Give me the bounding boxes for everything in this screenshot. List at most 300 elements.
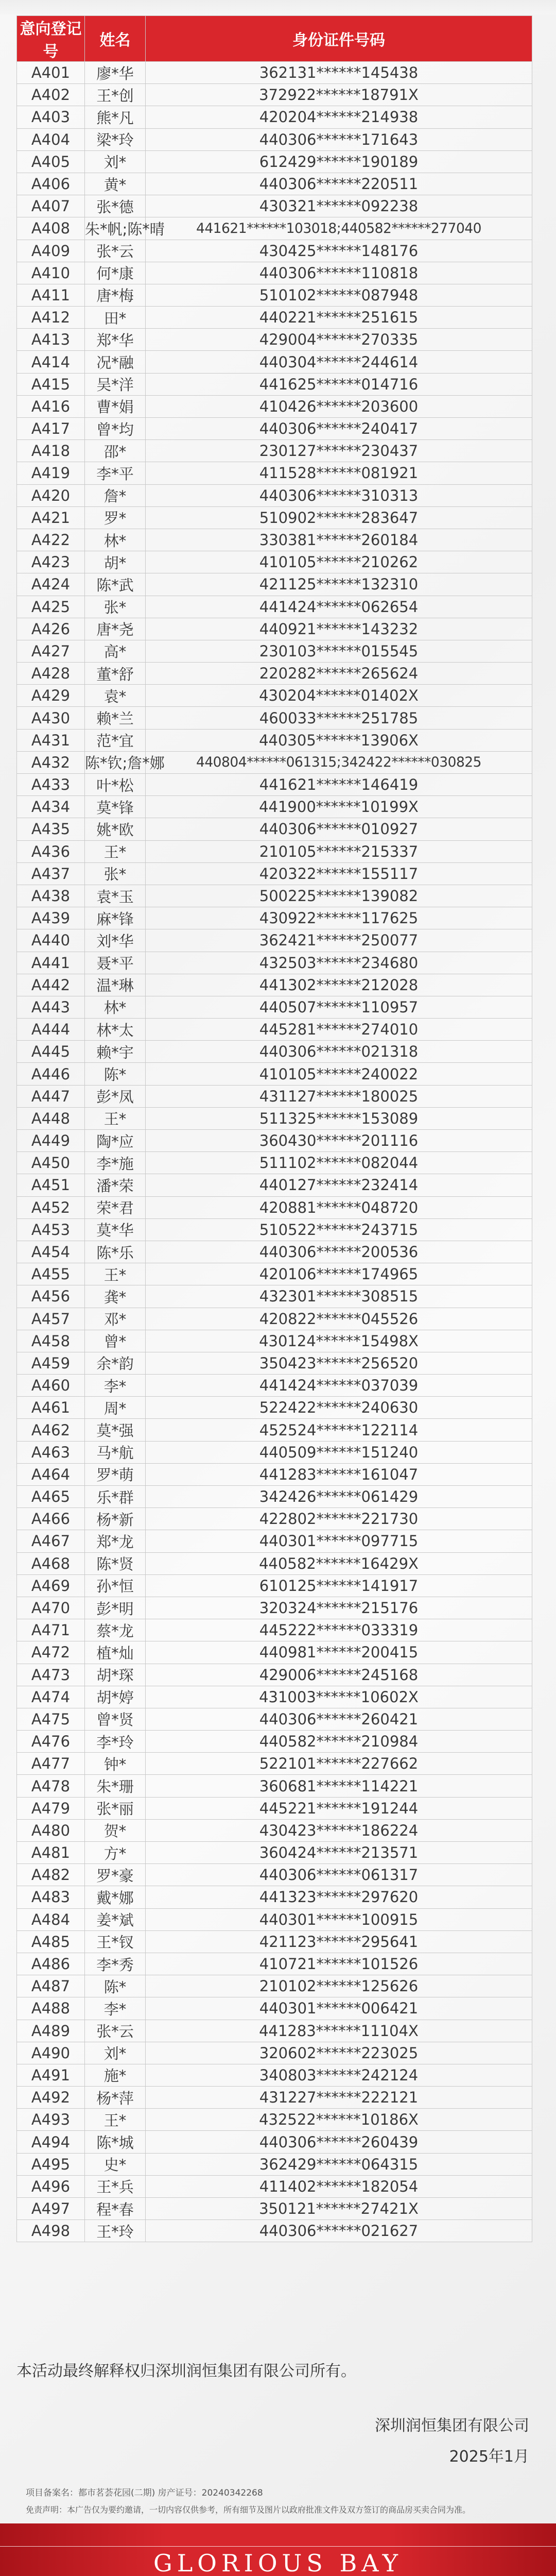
table-row xyxy=(17,506,532,529)
registration-no-cell: A476 xyxy=(17,1731,85,1753)
registration-no-cell: A464 xyxy=(17,1463,85,1485)
id-number-cell: 440306******240417 xyxy=(146,418,532,440)
registration-no-cell: A455 xyxy=(17,1263,85,1285)
id-number-cell: 440306******200536 xyxy=(146,1241,532,1263)
name-cell: 乐*群 xyxy=(85,1486,146,1508)
name-cell: 王* xyxy=(85,2109,146,2131)
registration-no-cell: A440 xyxy=(17,929,85,952)
name-cell: 范*宜 xyxy=(85,729,146,751)
name-cell: 李* xyxy=(85,1375,146,1397)
table-row xyxy=(17,618,532,640)
table-row xyxy=(17,373,532,395)
table-row xyxy=(17,1708,532,1730)
table-row xyxy=(17,62,532,84)
id-number-cell: 612429******190189 xyxy=(146,150,532,173)
table-row xyxy=(17,1441,532,1463)
table-row xyxy=(17,284,532,306)
table-row xyxy=(17,2087,532,2109)
table-row xyxy=(17,1886,532,1908)
table-row xyxy=(17,1285,532,1308)
registration-no-cell: A433 xyxy=(17,774,85,796)
name-cell: 植*灿 xyxy=(85,1641,146,1664)
table-row xyxy=(17,907,532,929)
id-number-cell: 522422******240630 xyxy=(146,1397,532,1419)
name-cell: 程*春 xyxy=(85,2198,146,2220)
table-row xyxy=(17,1842,532,1864)
id-number-cell: 421125******132310 xyxy=(146,573,532,596)
table-row xyxy=(17,173,532,195)
registration-no-cell: A489 xyxy=(17,2020,85,2042)
table-row xyxy=(17,1619,532,1641)
id-number-cell: 210105******215337 xyxy=(146,840,532,862)
name-cell: 贺* xyxy=(85,1819,146,1841)
registration-no-cell: A479 xyxy=(17,1797,85,1819)
id-number-cell: 510102******087948 xyxy=(146,284,532,306)
id-number-cell: 430204******01402X xyxy=(146,685,532,707)
id-number-cell: 350121******27421X xyxy=(146,2198,532,2220)
registration-no-cell: A498 xyxy=(17,2220,85,2242)
registration-no-cell: A486 xyxy=(17,1953,85,1975)
table-row xyxy=(17,1130,532,1152)
registration-no-cell: A404 xyxy=(17,128,85,150)
id-number-cell: 431003******10602X xyxy=(146,1686,532,1708)
table-row xyxy=(17,1241,532,1263)
table-row xyxy=(17,974,532,996)
table-row xyxy=(17,150,532,173)
name-cell: 梁*玲 xyxy=(85,128,146,150)
table-row xyxy=(17,1263,532,1285)
table-row xyxy=(17,240,532,262)
name-cell: 王*玲 xyxy=(85,2220,146,2242)
table-row xyxy=(17,2020,532,2042)
id-number-cell: 440306******010927 xyxy=(146,818,532,840)
table-row xyxy=(17,440,532,462)
table-row xyxy=(17,1107,532,1129)
id-number-cell: 432503******234680 xyxy=(146,952,532,974)
table-row xyxy=(17,462,532,484)
id-number-cell: 522101******227662 xyxy=(146,1753,532,1775)
registration-no-cell: A451 xyxy=(17,1174,85,1196)
name-cell: 陈* xyxy=(85,1975,146,1997)
table-row xyxy=(17,2198,532,2220)
registration-no-cell: A474 xyxy=(17,1686,85,1708)
registration-no-cell: A414 xyxy=(17,351,85,373)
id-number-cell: 441283******161047 xyxy=(146,1463,532,1485)
registration-no-cell: A430 xyxy=(17,707,85,729)
table-row xyxy=(17,640,532,662)
registration-no-cell: A446 xyxy=(17,1063,85,1085)
publish-date: 2025年1月 xyxy=(449,2448,529,2466)
table-row xyxy=(17,329,532,351)
table-row xyxy=(17,1397,532,1419)
name-cell: 陈* xyxy=(85,1063,146,1085)
registration-no-cell: A436 xyxy=(17,840,85,862)
registration-no-cell: A410 xyxy=(17,262,85,284)
name-cell: 曾*均 xyxy=(85,418,146,440)
name-cell: 唐*尧 xyxy=(85,618,146,640)
name-cell: 周* xyxy=(85,1397,146,1419)
registration-no-cell: A419 xyxy=(17,462,85,484)
table-row xyxy=(17,1597,532,1619)
id-number-cell: 440306******220511 xyxy=(146,173,532,195)
registration-no-cell: A467 xyxy=(17,1530,85,1552)
table-row xyxy=(17,2042,532,2064)
registration-no-cell: A424 xyxy=(17,573,85,596)
id-number-cell: 430922******117625 xyxy=(146,907,532,929)
registration-no-cell: A453 xyxy=(17,1218,85,1241)
registration-no-cell: A449 xyxy=(17,1130,85,1152)
id-number-cell: 410426******203600 xyxy=(146,395,532,417)
id-number-cell: 220282******265624 xyxy=(146,663,532,685)
registration-no-cell: A447 xyxy=(17,1085,85,1107)
fine-print-disclaimer: 免责声明：本广告仅为要约邀请，一切内容仅供参考，所有细节及图片以政府批准文件及双方签订的商品房买卖合同为准。 xyxy=(26,2505,471,2515)
table-row xyxy=(17,862,532,885)
id-number-cell: 441621******103018;440582******277040 xyxy=(146,217,532,240)
id-number-cell: 422802******221730 xyxy=(146,1508,532,1530)
registration-no-cell: A473 xyxy=(17,1664,85,1686)
name-cell: 潘*荣 xyxy=(85,1174,146,1196)
id-number-cell: 441424******062654 xyxy=(146,596,532,618)
id-number-cell: 440301******097715 xyxy=(146,1530,532,1552)
name-cell: 莫*锋 xyxy=(85,796,146,818)
id-number-cell: 610125******141917 xyxy=(146,1574,532,1597)
table-row xyxy=(17,1063,532,1085)
name-cell: 胡* xyxy=(85,551,146,573)
registration-no-cell: A443 xyxy=(17,996,85,1018)
registration-no-cell: A418 xyxy=(17,440,85,462)
name-cell: 方* xyxy=(85,1842,146,1864)
name-cell: 杨*萍 xyxy=(85,2087,146,2109)
registration-no-cell: A428 xyxy=(17,663,85,685)
id-number-cell: 440306******310313 xyxy=(146,484,532,506)
table-row xyxy=(17,1530,532,1552)
name-cell: 罗*萌 xyxy=(85,1463,146,1485)
table-row xyxy=(17,1552,532,1574)
table-row xyxy=(17,996,532,1018)
table-row xyxy=(17,1975,532,1997)
id-number-cell: 441424******037039 xyxy=(146,1375,532,1397)
name-cell: 余*韵 xyxy=(85,1352,146,1374)
registration-no-cell: A429 xyxy=(17,685,85,707)
name-cell: 陈*武 xyxy=(85,573,146,596)
id-number-cell: 320602******223025 xyxy=(146,2042,532,2064)
name-cell: 赖*宇 xyxy=(85,1041,146,1063)
id-number-cell: 440221******251615 xyxy=(146,307,532,329)
table-row xyxy=(17,2153,532,2175)
id-number-cell: 320324******215176 xyxy=(146,1597,532,1619)
registration-no-cell: A468 xyxy=(17,1552,85,1574)
registration-no-cell: A435 xyxy=(17,818,85,840)
registration-no-cell: A461 xyxy=(17,1397,85,1419)
id-number-cell: 420106******174965 xyxy=(146,1263,532,1285)
id-number-cell: 440921******143232 xyxy=(146,618,532,640)
id-number-cell: 441323******297620 xyxy=(146,1886,532,1908)
name-cell: 张*丽 xyxy=(85,1797,146,1819)
name-cell: 赖*兰 xyxy=(85,707,146,729)
id-number-cell: 440127******232414 xyxy=(146,1174,532,1196)
table-row xyxy=(17,1819,532,1841)
name-cell: 陶*应 xyxy=(85,1130,146,1152)
registration-no-cell: A437 xyxy=(17,862,85,885)
footer-divider-top xyxy=(0,2546,556,2547)
registration-no-cell: A450 xyxy=(17,1152,85,1174)
name-cell: 彭*明 xyxy=(85,1597,146,1619)
name-cell: 蔡*龙 xyxy=(85,1619,146,1641)
table-row xyxy=(17,395,532,417)
registration-no-cell: A413 xyxy=(17,329,85,351)
table-row xyxy=(17,1686,532,1708)
name-cell: 刘* xyxy=(85,150,146,173)
table-row xyxy=(17,551,532,573)
registration-no-cell: A485 xyxy=(17,1930,85,1953)
name-cell: 王* xyxy=(85,840,146,862)
name-cell: 陈*钦;詹*娜 xyxy=(85,751,146,773)
id-number-cell: 420881******048720 xyxy=(146,1196,532,1218)
table-row xyxy=(17,685,532,707)
table-row xyxy=(17,663,532,685)
project-info: 项目备案名：都市茗荟花园(二期) 房产证号：20240342268 xyxy=(26,2488,263,2498)
name-cell: 王*创 xyxy=(85,84,146,106)
name-cell: 何*康 xyxy=(85,262,146,284)
id-number-cell: 440981******200415 xyxy=(146,1641,532,1664)
registration-no-cell: A458 xyxy=(17,1330,85,1352)
id-number-cell: 440301******006421 xyxy=(146,1997,532,2020)
id-number-cell: 420204******214938 xyxy=(146,106,532,128)
registration-no-cell: A475 xyxy=(17,1708,85,1730)
name-cell: 林* xyxy=(85,529,146,551)
table-body xyxy=(17,62,532,2242)
disclaimer-note: 本活动最终解释权归深圳润恒集团有限公司所有。 xyxy=(16,2362,356,2380)
name-cell: 林*太 xyxy=(85,1019,146,1041)
table-row xyxy=(17,106,532,128)
table-row xyxy=(17,1019,532,1041)
id-number-cell: 362421******250077 xyxy=(146,929,532,952)
table-row xyxy=(17,2109,532,2131)
name-cell: 张* xyxy=(85,596,146,618)
name-cell: 叶*松 xyxy=(85,774,146,796)
id-number-cell: 440304******244614 xyxy=(146,351,532,373)
table-row xyxy=(17,1085,532,1107)
name-cell: 董*舒 xyxy=(85,663,146,685)
id-number-cell: 430423******186224 xyxy=(146,1819,532,1841)
id-number-cell: 360681******114221 xyxy=(146,1775,532,1797)
table-row xyxy=(17,1775,532,1797)
registration-table xyxy=(16,15,532,2242)
table-row xyxy=(17,195,532,217)
registration-no-cell: A494 xyxy=(17,2131,85,2153)
company-name: 深圳润恒集团有限公司 xyxy=(375,2417,529,2435)
id-number-cell: 440306******110818 xyxy=(146,262,532,284)
name-cell: 荣*君 xyxy=(85,1196,146,1218)
registration-no-cell: A484 xyxy=(17,1908,85,1930)
name-cell: 张*云 xyxy=(85,240,146,262)
id-number-cell: 500225******139082 xyxy=(146,885,532,907)
table-row xyxy=(17,1574,532,1597)
registration-no-cell: A459 xyxy=(17,1352,85,1374)
id-number-cell: 342426******061429 xyxy=(146,1486,532,1508)
registration-no-cell: A406 xyxy=(17,173,85,195)
name-cell: 史* xyxy=(85,2153,146,2175)
table-row xyxy=(17,529,532,551)
name-cell: 刘* xyxy=(85,2042,146,2064)
id-number-cell: 410105******240022 xyxy=(146,1063,532,1085)
name-cell: 张*云 xyxy=(85,2020,146,2042)
id-number-cell: 430321******092238 xyxy=(146,195,532,217)
id-number-cell: 350423******256520 xyxy=(146,1352,532,1374)
name-cell: 戴*娜 xyxy=(85,1886,146,1908)
id-number-cell: 360424******213571 xyxy=(146,1842,532,1864)
registration-no-cell: A434 xyxy=(17,796,85,818)
registration-no-cell: A444 xyxy=(17,1019,85,1041)
name-cell: 况*融 xyxy=(85,351,146,373)
name-cell: 彭*凤 xyxy=(85,1085,146,1107)
registration-no-cell: A409 xyxy=(17,240,85,262)
name-cell: 詹* xyxy=(85,484,146,506)
table-row xyxy=(17,1152,532,1174)
id-number-cell: 440507******110957 xyxy=(146,996,532,1018)
id-number-cell: 440305******13906X xyxy=(146,729,532,751)
registration-no-cell: A465 xyxy=(17,1486,85,1508)
id-number-cell: 440804******061315;342422******030825 xyxy=(146,751,532,773)
name-cell: 朱*珊 xyxy=(85,1775,146,1797)
name-cell: 王* xyxy=(85,1107,146,1129)
name-cell: 吴*洋 xyxy=(85,373,146,395)
registration-no-cell: A454 xyxy=(17,1241,85,1263)
table-row xyxy=(17,818,532,840)
id-number-cell: 440582******16429X xyxy=(146,1552,532,1574)
name-cell: 熊*凡 xyxy=(85,106,146,128)
name-cell: 袁* xyxy=(85,685,146,707)
table-row xyxy=(17,1218,532,1241)
table-row xyxy=(17,1753,532,1775)
registration-table-wrapper xyxy=(16,15,532,2242)
name-cell: 陈*贤 xyxy=(85,1552,146,1574)
table-row xyxy=(17,573,532,596)
id-number-cell: 410105******210262 xyxy=(146,551,532,573)
table-row xyxy=(17,1330,532,1352)
registration-no-cell: A471 xyxy=(17,1619,85,1641)
header-registration-no: 意向登记号 xyxy=(17,16,85,62)
id-number-cell: 210102******125626 xyxy=(146,1975,532,1997)
registration-no-cell: A431 xyxy=(17,729,85,751)
registration-no-cell: A480 xyxy=(17,1819,85,1841)
id-number-cell: 362131******145438 xyxy=(146,62,532,84)
id-number-cell: 420822******045526 xyxy=(146,1308,532,1330)
name-cell: 姚*欧 xyxy=(85,818,146,840)
table-row xyxy=(17,774,532,796)
registration-no-cell: A457 xyxy=(17,1308,85,1330)
id-number-cell: 445221******191244 xyxy=(146,1797,532,1819)
id-number-cell: 230127******230437 xyxy=(146,440,532,462)
registration-no-cell: A487 xyxy=(17,1975,85,1997)
name-cell: 陈*乐 xyxy=(85,1241,146,1263)
id-number-cell: 441302******212028 xyxy=(146,974,532,996)
registration-no-cell: A411 xyxy=(17,284,85,306)
name-cell: 邵* xyxy=(85,440,146,462)
registration-no-cell: A405 xyxy=(17,150,85,173)
registration-no-cell: A417 xyxy=(17,418,85,440)
registration-no-cell: A425 xyxy=(17,596,85,618)
id-number-cell: 440509******151240 xyxy=(146,1441,532,1463)
name-cell: 唐*梅 xyxy=(85,284,146,306)
id-number-cell: 440306******061317 xyxy=(146,1864,532,1886)
id-number-cell: 441900******10199X xyxy=(146,796,532,818)
name-cell: 朱*帆;陈*晴 xyxy=(85,217,146,240)
brand-logo-text: GLORIOUS BAY xyxy=(153,2549,403,2576)
name-cell: 曾* xyxy=(85,1330,146,1352)
name-cell: 李* xyxy=(85,1997,146,2020)
registration-no-cell: A420 xyxy=(17,484,85,506)
name-cell: 王*钗 xyxy=(85,1930,146,1953)
name-cell: 李*秀 xyxy=(85,1953,146,1975)
id-number-cell: 440582******210984 xyxy=(146,1731,532,1753)
table-row xyxy=(17,1463,532,1485)
name-cell: 龚* xyxy=(85,1285,146,1308)
registration-no-cell: A439 xyxy=(17,907,85,929)
id-number-cell: 432522******10186X xyxy=(146,2109,532,2131)
registration-no-cell: A427 xyxy=(17,640,85,662)
registration-no-cell: A407 xyxy=(17,195,85,217)
id-number-cell: 430425******148176 xyxy=(146,240,532,262)
id-number-cell: 441625******014716 xyxy=(146,373,532,395)
table-row xyxy=(17,751,532,773)
registration-no-cell: A408 xyxy=(17,217,85,240)
table-row xyxy=(17,217,532,240)
registration-no-cell: A492 xyxy=(17,2087,85,2109)
name-cell: 孙*恒 xyxy=(85,1574,146,1597)
name-cell: 麻*锋 xyxy=(85,907,146,929)
name-cell: 王*兵 xyxy=(85,2175,146,2197)
header-name: 姓名 xyxy=(85,16,146,62)
name-cell: 曹*娟 xyxy=(85,395,146,417)
table-row xyxy=(17,1641,532,1664)
registration-no-cell: A482 xyxy=(17,1864,85,1886)
table-row xyxy=(17,1174,532,1196)
registration-no-cell: A470 xyxy=(17,1597,85,1619)
id-number-cell: 429006******245168 xyxy=(146,1664,532,1686)
table-row xyxy=(17,952,532,974)
id-number-cell: 445222******033319 xyxy=(146,1619,532,1641)
table-row xyxy=(17,84,532,106)
registration-no-cell: A442 xyxy=(17,974,85,996)
header-id-number: 身份证件号码 xyxy=(146,16,532,62)
id-number-cell: 452524******122114 xyxy=(146,1419,532,1441)
name-cell: 王* xyxy=(85,1263,146,1285)
name-cell: 廖*华 xyxy=(85,62,146,84)
registration-no-cell: A462 xyxy=(17,1419,85,1441)
id-number-cell: 440306******260421 xyxy=(146,1708,532,1730)
table-row xyxy=(17,418,532,440)
registration-no-cell: A412 xyxy=(17,307,85,329)
table-row xyxy=(17,351,532,373)
id-number-cell: 440306******171643 xyxy=(146,128,532,150)
top-strip xyxy=(0,0,556,14)
registration-no-cell: A463 xyxy=(17,1441,85,1463)
name-cell: 聂*平 xyxy=(85,952,146,974)
registration-no-cell: A477 xyxy=(17,1753,85,1775)
id-number-cell: 430124******15498X xyxy=(146,1330,532,1352)
table-row xyxy=(17,1908,532,1930)
id-number-cell: 440301******100915 xyxy=(146,1908,532,1930)
id-number-cell: 372922******18791X xyxy=(146,84,532,106)
table-row xyxy=(17,1997,532,2020)
name-cell: 胡*婷 xyxy=(85,1686,146,1708)
table-row xyxy=(17,596,532,618)
table-row xyxy=(17,1797,532,1819)
id-number-cell: 460033******251785 xyxy=(146,707,532,729)
name-cell: 邓* xyxy=(85,1308,146,1330)
table-row xyxy=(17,840,532,862)
